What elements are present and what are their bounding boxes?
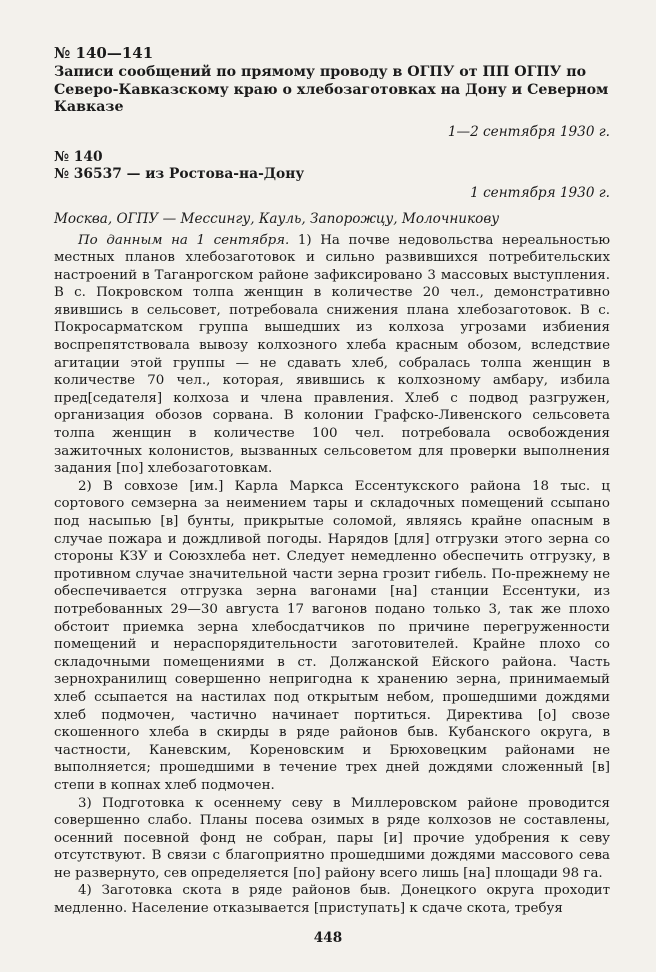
message-address: Москва, ОГПУ — Мессингу, Кауль, Запорожцу, Молочникову [54, 210, 500, 227]
message-date: 1 сентября 1930 г. [470, 184, 610, 201]
paragraph-2: 2) В совхозе [им.] Карла Маркса Ессентукского района 18 тыс. ц сортового семзерна за неимением тары и складочных помещений ссыпано под насыпью [в] бунты, прикрытые соломой, являясь крайне опасным в случае пожара и дождливой погоды. Нарядов [для] отгрузки этого зерна со стороны КЗУ и Союзхлеба нет. Следует немедленно обеспечить отгрузку, в противном случае значительной части зерна грозит гибель. По-прежнему не обеспечивается отгрузка зерна вагонами [на] станции Ессентуки, из потребованных 29—30 августа 17 вагонов подано только 3, так же плохо обстоит приемка зерна хлебосдатчиков по причине перегруженности помещений и нераспорядительности заготовителей. Крайне плохо со складочными помещениями в ст. Должанской Ейского района. Часть зернохранилищ совершенно непригодна к хранению зерна, принимаемый хлеб ссыпается на настилах под открытым небом, прошедшими дождями хлеб подмочен, частично начинает портиться. Директива [о] свозе скошенного хлеба в скирды в ряде районов быв. Кубанского округа, в частности, Каневским, Кореновским и Брюховецким районами не выполняется; прошедшими в течение трех дней дождями сложенный [в] степи в копнах хлеб подмочен. [54, 478, 610, 793]
intro-label: По данным на 1 сентября. [78, 232, 290, 248]
document-date-range: 1—2 сентября 1930 г. [447, 123, 610, 140]
paragraph-1-text: 1) На почве недовольства нереальностью местных планов хлебозаготовок и сильно развившихся потребительских настроений в Таганрогском районе зафиксировано 3 массовых выступления. В с. Покровском толпа женщин в количестве 20 чел., демонстративно явившись в сельсовет, потребовала снижения плана хлебозаготовок. В с. Покросарматском группа вышедших из колхоза угрозами избиения воспрепятствовала вывозу колхозного хлеба красным обозом, вследствие агитации этой группы — не сдавать хлеб, собралась толпа женщин в количестве 70 чел., которая, явившись к колхозному амбару, избила пред[седателя] колхоза и члена правления. Хлеб с подвод разгружен, организация обозов сорвана. В колонии Графско-Ливенского сельсовета толпа женщин в количестве 100 чел. потребовала освобождения зажиточных колонистов, вызванных сельсоветом для проверки выполнения задания [по] хлебозаготовкам. [54, 232, 610, 477]
paragraph-3: 3) Подготовка к осеннему севу в Миллеровском районе проводится совершенно слабо. Планы посева озимых в ряде колхозов не составлены, осенний посевной фонд не собран, пары [и] прочие удобрения к севу отсутствуют. В связи с благоприятно прошедшими дождями массового сева не развернуто, сев определяется [по] району всего лишь [на] площади 98 га. [54, 795, 610, 881]
paragraph-1 [54, 232, 610, 478]
document-title: Записи сообщений по прямому проводу в ОГПУ от ПП ОГПУ по Северо-Кавказскому краю о хлебозаготовках на Дону и Северном Кавказе [54, 64, 609, 115]
document-number: № 140—141 [54, 44, 154, 62]
paragraph-4: 4) Заготовка скота в ряде районов быв. Донецкого округа проходит медленно. Население отказывается [приступать] к сдаче скота, требуя [54, 883, 610, 917]
message-reference: № 36537 — из Ростова-на-Дону [54, 166, 305, 182]
document-page [54, 44, 610, 918]
page-number: 448 [313, 930, 343, 946]
message-number: № 140 [54, 148, 103, 165]
